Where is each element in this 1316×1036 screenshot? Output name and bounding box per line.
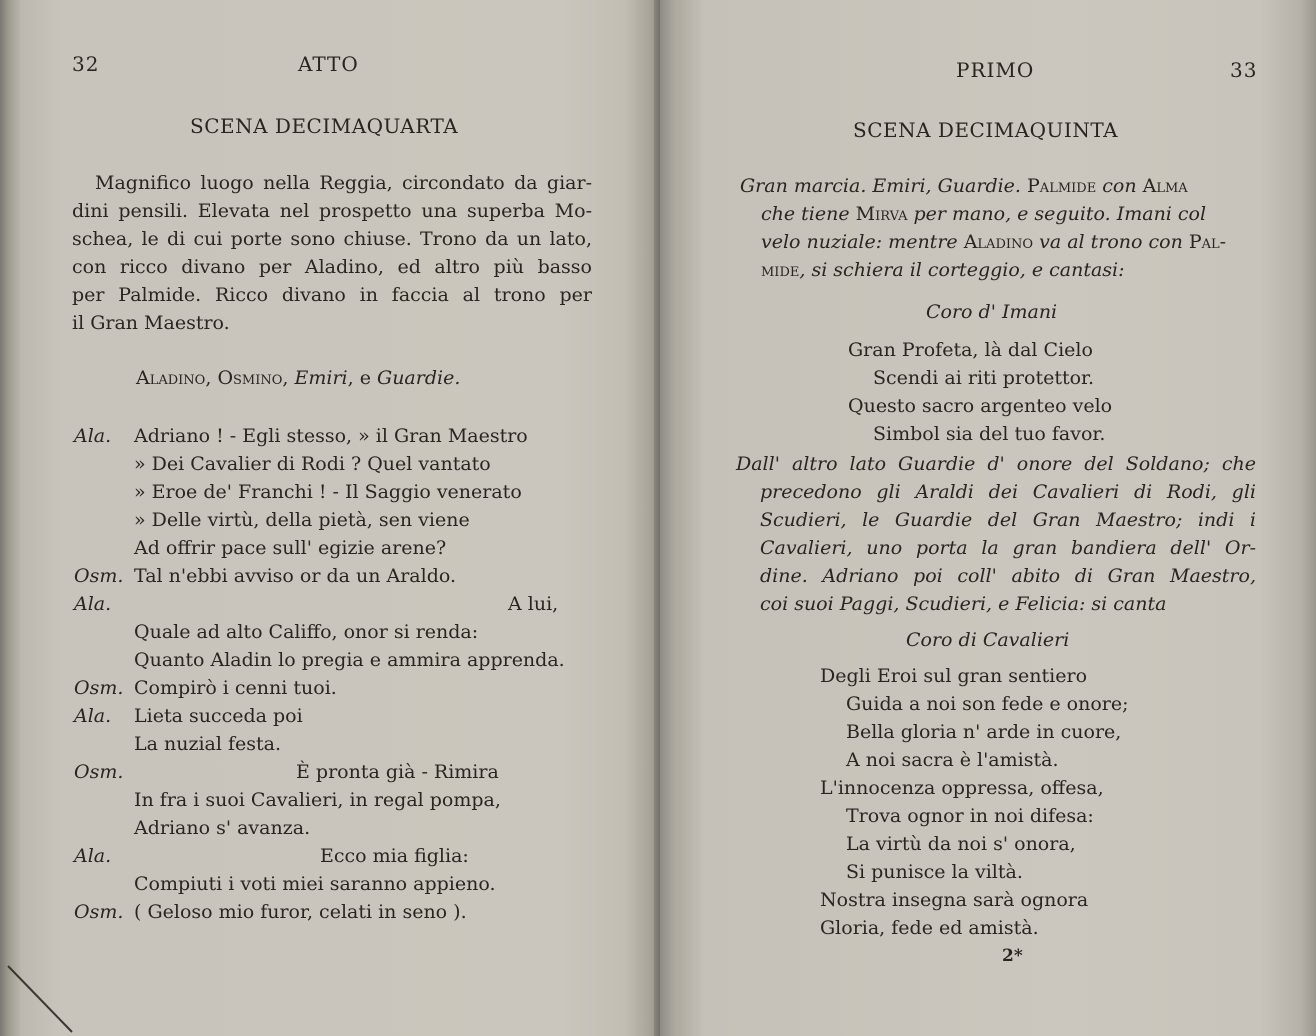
verse-line: Trova ognor in noi difesa: xyxy=(846,805,1094,827)
verse-line: A lui, xyxy=(508,593,559,615)
verse-line: Compirò i cenni tuoi. xyxy=(134,677,337,699)
speaker-label: Ala. xyxy=(74,705,112,727)
running-header-right: PRIMO xyxy=(956,58,1035,82)
verse-line: Questo sacro argenteo velo xyxy=(848,395,1113,417)
chorus-title: Coro d' Imani xyxy=(926,301,1058,323)
stage-direction-line: mide, si schiera il corteggio, e cantasi: xyxy=(761,259,1125,281)
description-line: Magnifico luogo nella Reggia, circondato da giar- xyxy=(95,172,592,194)
verse-line: Tal n'ebbi avviso or da un Araldo. xyxy=(134,565,457,587)
signature-mark: 2* xyxy=(1002,946,1023,966)
verse-line: Adriano ! - Egli stesso, » il Gran Maestro xyxy=(134,425,528,447)
description-line: dini pensili. Elevata nel prospetto una superba Mo- xyxy=(72,200,592,222)
speaker-label: Ala. xyxy=(74,593,112,615)
verse-line: L'innocenza oppressa, offesa, xyxy=(820,777,1104,799)
verse-line: » Delle virtù, della pietà, sen viene xyxy=(134,509,470,531)
stage-direction-line: velo nuziale: mentre Aladino va al trono con Pal- xyxy=(761,231,1227,253)
verse-line: Compiuti i voti miei saranno appieno. xyxy=(134,873,496,895)
right-page xyxy=(660,0,1316,1036)
verse-line: La nuzial festa. xyxy=(134,733,282,755)
verse-line: A noi sacra è l'amistà. xyxy=(846,749,1059,771)
verse-line: Bella gloria n' arde in cuore, xyxy=(846,721,1122,743)
verse-line: Gloria, fede ed amistà. xyxy=(820,917,1039,939)
verse-line: Ad offrir pace sull' egizie arene? xyxy=(134,537,447,559)
stage-direction-line: coi suoi Paggi, Scudieri, e Felicia: si canta xyxy=(760,593,1167,615)
speaker-label: Osm. xyxy=(74,901,124,923)
verse-line: La virtù da noi s' onora, xyxy=(846,833,1076,855)
verse-line: Si punisce la viltà. xyxy=(846,861,1023,883)
verse-line: » Eroe de' Franchi ! - Il Saggio venerato xyxy=(134,481,522,503)
page-number-left: 32 xyxy=(72,52,100,76)
speaker-label: Osm. xyxy=(74,677,124,699)
conjunction: e xyxy=(359,367,371,389)
verse-line: Ecco mia figlia: xyxy=(320,845,469,867)
verse-line: ( Geloso mio furor, celati in seno ). xyxy=(134,901,467,923)
stage-direction-line: precedono gli Araldi dei Cavalieri di Rodi, gli xyxy=(760,481,1256,503)
verse-line: » Dei Cavalier di Rodi ? Quel vantato xyxy=(134,453,491,475)
character-list: Aladino, Osmino, Emiri, e Guardie. xyxy=(136,367,461,389)
stage-direction-line: Dall' altro lato Guardie d' onore del Soldano; che xyxy=(736,453,1256,475)
speaker-label: Ala. xyxy=(74,425,112,447)
verse-line: Nostra insegna sarà ognora xyxy=(820,889,1089,911)
verse-line: Scendi ai riti protettor. xyxy=(873,367,1095,389)
verse-line: Quanto Aladin lo pregia e ammira apprenda. xyxy=(134,649,565,671)
stage-direction-line: Gran marcia. Emiri, Guardie. Palmide con Alma xyxy=(740,175,1188,197)
description-line: il Gran Maestro. xyxy=(72,312,230,334)
verse-line: Degli Eroi sul gran sentiero xyxy=(820,665,1088,687)
description-line: schea, le di cui porte sono chiuse. Trono da un lato, xyxy=(72,228,592,250)
verse-line: Adriano s' avanza. xyxy=(134,817,311,839)
description-line: con ricco divano per Aladino, ed altro più basso xyxy=(72,256,592,278)
verse-line: Guida a noi son fede e onore; xyxy=(846,693,1129,715)
running-header-left: ATTO xyxy=(298,52,359,76)
character-emiri: Emiri xyxy=(294,367,348,389)
scene-title-left: SCENA DECIMAQUARTA xyxy=(190,114,459,138)
stage-direction-line: dine. Adriano poi coll' abito di Gran Maestro, xyxy=(760,565,1256,587)
stage-direction-line: Scudieri, le Guardie del Gran Maestro; indi i xyxy=(760,509,1256,531)
verse-line: È pronta già - Rimira xyxy=(296,761,499,783)
speaker-label: Ala. xyxy=(74,845,112,867)
character-osmino: Osmino xyxy=(217,367,283,389)
page-number-right: 33 xyxy=(1230,58,1258,82)
chorus-title: Coro di Cavalieri xyxy=(906,629,1070,651)
speaker-label: Osm. xyxy=(74,565,124,587)
verse-line: Simbol sia del tuo favor. xyxy=(873,423,1106,445)
verse-line: In fra i suoi Cavalieri, in regal pompa, xyxy=(134,789,501,811)
scene-title-right: SCENA DECIMAQUINTA xyxy=(853,118,1119,142)
verse-line: Gran Profeta, là dal Cielo xyxy=(848,339,1093,361)
character-guardie: Guardie. xyxy=(377,367,461,389)
character-aladino: Aladino xyxy=(136,367,206,389)
verse-line: Lieta succeda poi xyxy=(134,705,303,727)
description-line: per Palmide. Ricco divano in faccia al trono per xyxy=(72,284,592,306)
stage-direction-line: che tiene Mirva per mano, e seguito. Imani col xyxy=(761,203,1207,225)
page-fold-crease xyxy=(0,960,90,1036)
stage-direction-line: Cavalieri, uno porta la gran bandiera dell' Or- xyxy=(760,537,1256,559)
verse-line: Quale ad alto Califfo, onor si renda: xyxy=(134,621,479,643)
speaker-label: Osm. xyxy=(74,761,124,783)
